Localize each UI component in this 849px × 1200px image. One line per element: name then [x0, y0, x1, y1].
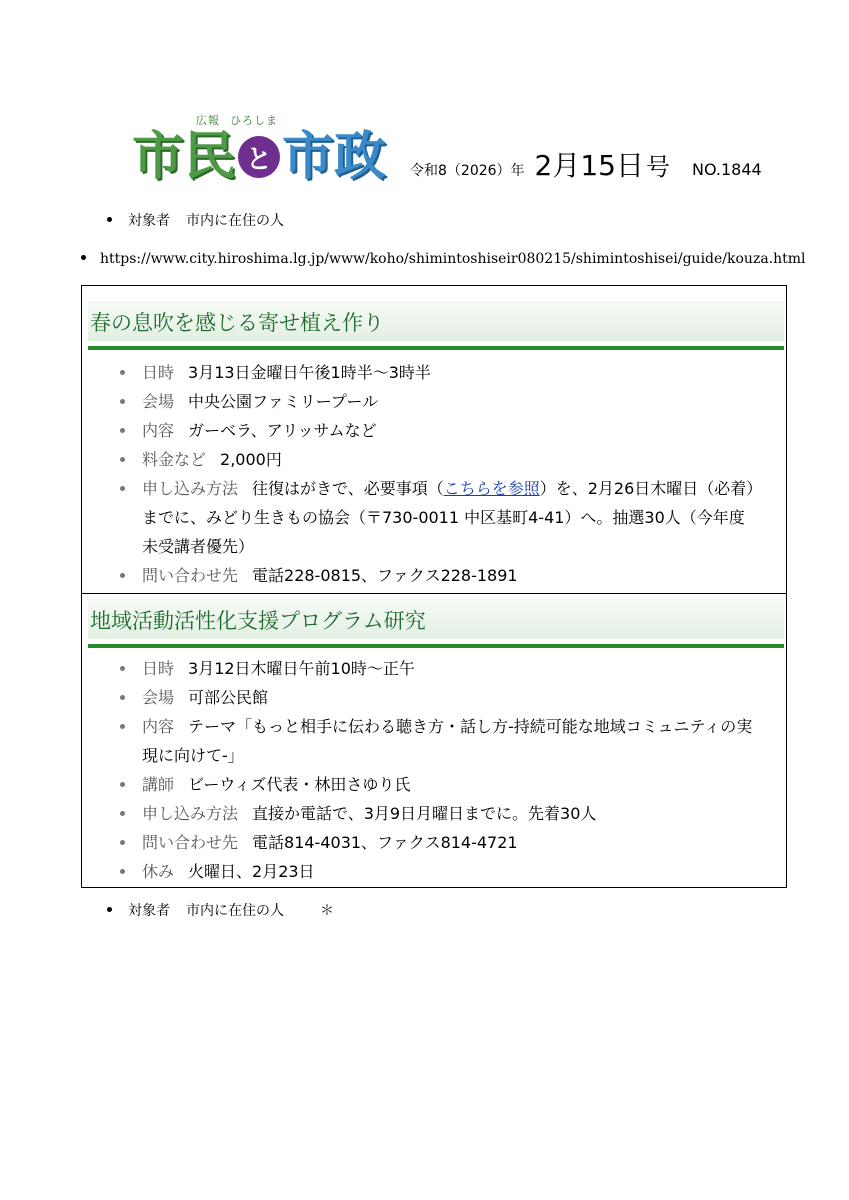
- section-2-list: [120, 654, 760, 886]
- item-label: 問い合わせ先: [142, 566, 239, 585]
- bullet-dot: [81, 255, 86, 260]
- item-label: 申し込み方法: [142, 804, 239, 823]
- asterisk-mark: ＊: [320, 903, 334, 919]
- list-item: [120, 416, 760, 445]
- item-value: 火曜日、2月23日: [188, 862, 315, 881]
- item-label: 講師: [142, 775, 175, 794]
- item-label: 料金など: [142, 450, 207, 469]
- item-value: 電話228-0815、ファクス228-1891: [252, 566, 518, 585]
- list-item: [120, 474, 760, 561]
- section-divider: [82, 593, 786, 594]
- source-url[interactable]: https://www.city.hiroshima.lg.jp/www/koho/shimintoshiseir080215/shimintoshisei/guide/kouza.html: [100, 251, 806, 267]
- kicker-right: ひろしま: [230, 114, 278, 127]
- issue-number: NO.1844: [692, 160, 762, 179]
- list-item: [120, 561, 760, 590]
- item-value: 3月13日金曜日午後1時半～3時半: [188, 363, 431, 382]
- target-value: 市内に在住の人: [186, 213, 284, 229]
- logo-char-3: と: [238, 136, 280, 178]
- item-value: 中央公園ファミリープール: [188, 392, 379, 411]
- item-value: 2,000円: [220, 450, 282, 469]
- item-value-pre: 往復はがきで、必要事項（: [252, 479, 444, 498]
- list-item: [120, 387, 760, 416]
- item-label: 問い合わせ先: [142, 833, 239, 852]
- item-label: 日時: [142, 363, 175, 382]
- list-item: [120, 857, 760, 886]
- list-item: [120, 358, 760, 387]
- section-rule: [88, 346, 784, 350]
- section-header: [88, 301, 784, 341]
- item-value: ビーウィズ代表・林田さゆり氏: [188, 775, 411, 794]
- logo-char-4: 市: [282, 127, 335, 187]
- logo-char-5: 政: [334, 127, 387, 187]
- item-label: 会場: [142, 688, 175, 707]
- section-title: 地域活動活性化支援プログラム研究: [90, 609, 426, 633]
- target-label: 対象者: [128, 903, 170, 919]
- item-value: 3月12日木曜日午前10時～正午: [188, 659, 415, 678]
- issue-info: [410, 144, 762, 184]
- item-value: ガーベラ、アリッサムなど: [188, 421, 377, 440]
- list-item: [120, 799, 760, 828]
- item-value: 直接か電話で、3月9日月曜日までに。先着30人: [252, 804, 597, 823]
- issue-suffix: 号: [646, 153, 670, 181]
- item-value: 可部公民館: [188, 688, 269, 707]
- events-box: [81, 285, 787, 888]
- bullet-dot: [107, 217, 112, 222]
- target-value: 市内に在住の人: [186, 903, 284, 919]
- details-link[interactable]: こちらを参照: [443, 479, 540, 498]
- list-item: [120, 770, 760, 799]
- newsletter-logo: [132, 122, 386, 192]
- list-item: [120, 712, 760, 770]
- target-bullet-bottom: [107, 900, 334, 920]
- masthead: [128, 108, 768, 193]
- issue-era: 令和8（2026）年: [410, 163, 525, 179]
- item-label: 会場: [142, 392, 175, 411]
- list-item: [120, 683, 760, 712]
- logo-char-1: 市: [132, 127, 185, 187]
- item-label: 内容: [142, 421, 175, 440]
- item-label: 休み: [142, 862, 175, 881]
- target-label: 対象者: [128, 213, 170, 229]
- issue-date: 2月15日: [534, 149, 644, 182]
- bullet-dot: [107, 907, 112, 912]
- item-value: テーマ「もっと相手に伝わる聴き方・話し方-持続可能な地域コミュニティの実現に向けて-」: [142, 717, 753, 765]
- item-label: 申し込み方法: [142, 479, 239, 498]
- kicker-left: 広報: [196, 114, 220, 127]
- source-url-line[interactable]: [81, 251, 806, 267]
- item-value-post: ）を、2月26日木曜日（必着）までに、みどり生きもの協会（〒730-0011 中区基町4-41）へ。抽選30人（今年度未受講者優先）: [142, 479, 755, 556]
- item-label: 内容: [142, 717, 175, 736]
- section-header: [88, 599, 784, 639]
- logo-char-2: 民: [184, 127, 237, 187]
- section-title: 春の息吹を感じる寄せ植え作り: [90, 311, 384, 335]
- list-item: [120, 654, 760, 683]
- section-rule: [88, 644, 784, 648]
- item-value: 電話814-4031、ファクス814-4721: [252, 833, 518, 852]
- item-label: 日時: [142, 659, 175, 678]
- section-1-list: [120, 358, 760, 590]
- list-item: [120, 445, 760, 474]
- target-bullet-top: [107, 210, 284, 230]
- list-item: [120, 828, 760, 857]
